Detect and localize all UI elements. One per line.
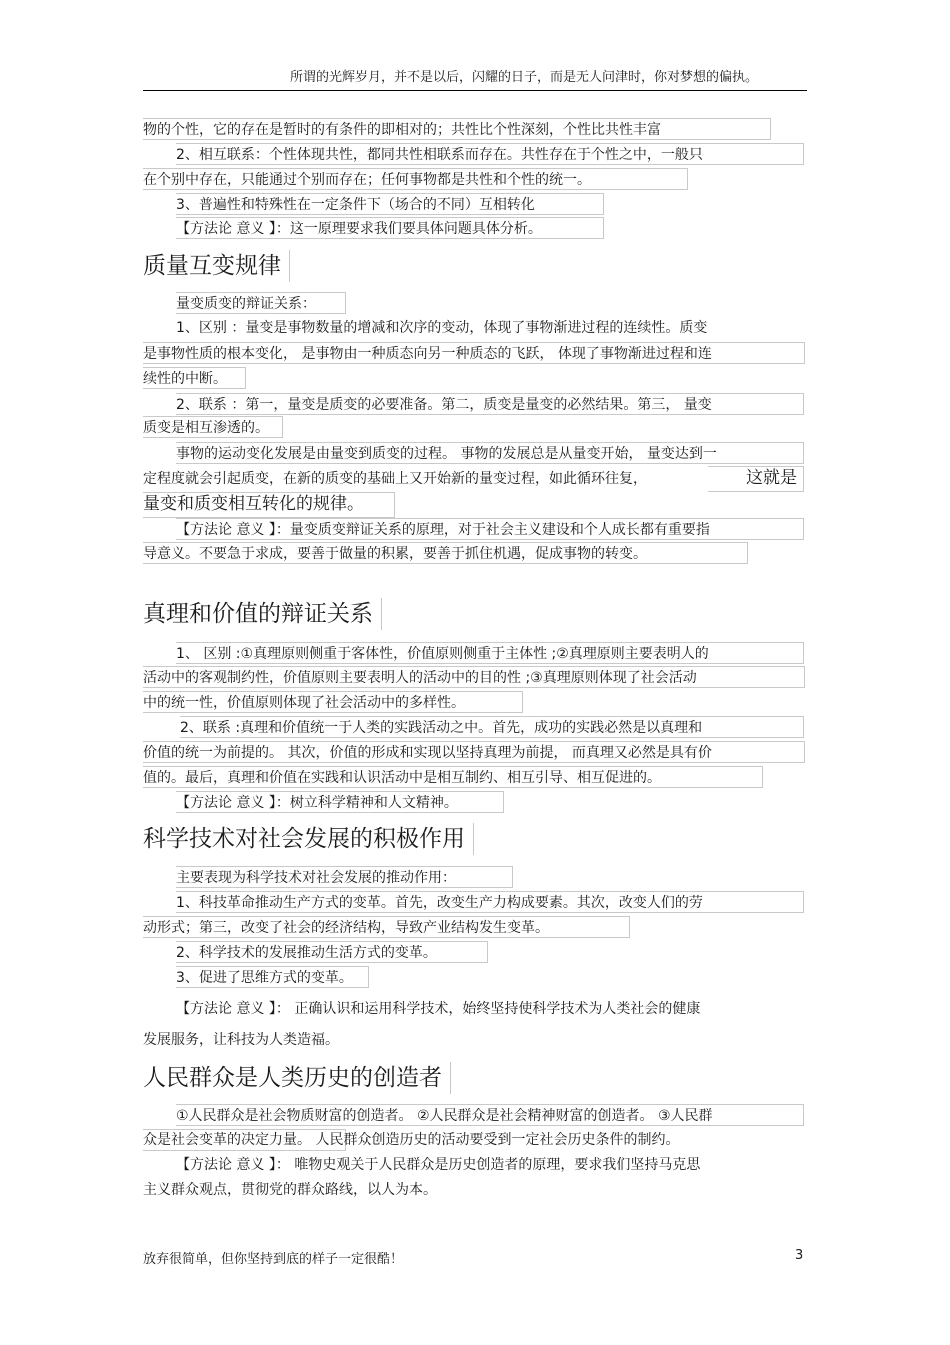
- methodology-line: 【方法论 意义 】： 唯物史观关于人民群众是历史创造者的原理，要求我们坚持马克思: [176, 1157, 701, 1173]
- methodology-line: 【方法论 意义 】： 正确认识和运用科学技术，始终坚持使科学技术为人类社会的健康: [176, 1001, 701, 1017]
- paragraph-line: 2、相互联系：个性体现共性，都同共性相联系而存在。共性存在于个性之中，一般只: [176, 143, 804, 165]
- paragraph-line: 值的。最后，真理和价值在实践和认识活动中是相互制约、相互引导、相互促进的。: [143, 766, 763, 788]
- paragraph-line: 主要表现为科学技术对社会发展的推动作用：: [176, 866, 513, 888]
- paragraph-line: 价值的统一为前提的。 其次，价值的形成和实现以坚持真理为前提， 而真理又必然是具有价: [143, 741, 805, 763]
- paragraph-line: 2、联系 :真理和价值统一于人类的实践活动之中。首先，成功的实践必然是以真理和: [180, 716, 804, 738]
- page-number: 3: [795, 1248, 804, 1263]
- paragraph-line: 活动中的客观制约性，价值原则主要表明人的活动中的目的性 ;③真理原则体现了社会活动: [143, 666, 805, 688]
- footer-motto: 放弃很简单，但你坚持到底的样子一定很酷！: [143, 1252, 404, 1267]
- paragraph-line: 1、科技革命推动生产方式的变革。首先，改变生产力构成要素。其次，改变人们的劳: [176, 891, 804, 913]
- methodology-line: 【方法论 意义 】：树立科学精神和人文精神。: [176, 791, 504, 813]
- methodology-line: 导意义。不要急于求成，要善于做量的积累，要善于抓住机遇，促成事物的转变。: [143, 542, 748, 564]
- paragraph-line: ①人民群众是社会物质财富的创造者。 ②人民群众是社会精神财富的创造者。 ③人民群: [176, 1104, 804, 1126]
- paragraph-line: 续性的中断。: [143, 367, 246, 389]
- paragraph-line: 动形式；第三，改变了社会的经济结构，导致产业结构发生变革。: [143, 916, 630, 938]
- paragraph-line: 2、联系 ：第一，量变是质变的必要准备。第二，质变是量变的必然结果。第三， 量变: [176, 393, 804, 415]
- methodology-line: 【方法论 意义 】：量变质变辩证关系的原理，对于社会主义建设和个人成长都有重要指: [176, 518, 804, 540]
- methodology-line: 发展服务，让科技为人类造福。: [143, 1032, 339, 1048]
- paragraph-line: 2、科学技术的发展推动生活方式的变革。: [176, 941, 488, 963]
- paragraph-line-emphasis: 这就是: [708, 466, 804, 492]
- header-motto: 所谓的光辉岁月，并不是以后，闪耀的日子，而是无人问津时，你对梦想的偏执。: [290, 70, 759, 85]
- paragraph-line: 量变质变的辩证关系：: [176, 292, 346, 314]
- paragraph-line-emphasis: 量变和质变相互转化的规律。: [143, 492, 395, 518]
- section-heading-truth-value: 真理和价值的辩证关系: [143, 598, 382, 630]
- methodology-line: 主义群众观点，贯彻党的群众路线，以人为本。: [143, 1182, 437, 1198]
- paragraph-line: 物的个性，它的存在是暂时的有条件的即相对的；共性比个性深刻，个性比共性丰富: [143, 118, 771, 140]
- paragraph-line: 质变是相互渗透的。: [143, 416, 283, 438]
- paragraph-line: 3、普遍性和特殊性在一定条件下（场合的不同）互相转化: [176, 193, 604, 215]
- paragraph-line: 1、 区别 :①真理原则侧重于客体性，价值原则侧重于主体性 ;②真理原则主要表明人的: [176, 642, 804, 664]
- section-heading-quality: 质量互变规律: [143, 250, 290, 282]
- paragraph-line: 事物的运动变化发展是由量变到质变的过程。 事物的发展总是从量变开始， 量变达到一: [176, 442, 804, 464]
- header-divider: [143, 90, 807, 91]
- paragraph-line: 3、促进了思维方式的变革。: [176, 966, 369, 988]
- paragraph-line: 中的统一性，价值原则体现了社会活动中的多样性。: [143, 691, 523, 713]
- paragraph-line: 1、区别 ：量变是事物数量的增减和次序的变动，体现了事物渐进过程的连续性。质变: [176, 320, 708, 336]
- paragraph-line: 在个别中存在，只能通过个别而存在；任何事物都是共性和个性的统一。: [143, 168, 688, 190]
- section-heading-people: 人民群众是人类历史的创造者: [143, 1062, 451, 1094]
- paragraph-line: 定程度就会引起质变，在新的质变的基础上又开始新的量变过程，如此循环往复，: [143, 471, 647, 487]
- paragraph-line: 是事物性质的根本变化， 是事物由一种质态向另一种质态的飞跃， 体现了事物渐进过程和连: [143, 342, 805, 364]
- section-heading-science: 科学技术对社会发展的积极作用: [143, 823, 474, 855]
- paragraph-line: 众是社会变革的决定力量。 人民群众创造历史的活动要受到一定社会历史条件的制约。: [143, 1132, 680, 1148]
- methodology-line: 【方法论 意义 】：这一原理要求我们要具体问题具体分析。: [176, 217, 604, 239]
